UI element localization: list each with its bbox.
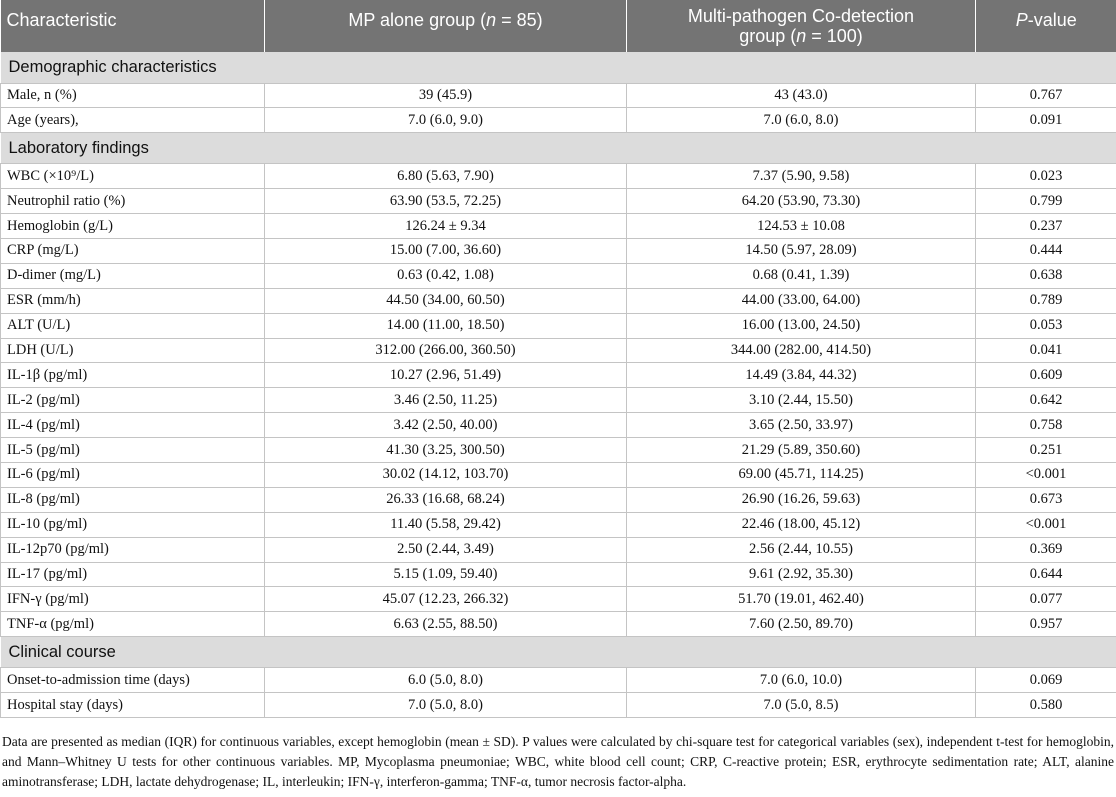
table-row xyxy=(1,462,1116,487)
mp-alone-value: 6.0 (5.0, 8.0) xyxy=(265,668,627,693)
row-label: Onset-to-admission time (days) xyxy=(1,668,265,693)
header-characteristic: Characteristic xyxy=(1,0,265,52)
p-value: 0.444 xyxy=(976,238,1116,263)
mp-alone-value: 14.00 (11.00, 18.50) xyxy=(265,313,627,338)
table-row xyxy=(1,164,1116,189)
multi-pathogen-value: 0.68 (0.41, 1.39) xyxy=(627,263,976,288)
header-multi-pathogen: Multi-pathogen Co-detection group (n = 100) xyxy=(627,0,976,52)
table-row xyxy=(1,189,1116,214)
mp-alone-value: 30.02 (14.12, 103.70) xyxy=(265,462,627,487)
p-value: 0.023 xyxy=(976,164,1116,189)
p-value: 0.758 xyxy=(976,413,1116,438)
mp-alone-value: 11.40 (5.58, 29.42) xyxy=(265,512,627,537)
multi-pathogen-value: 344.00 (282.00, 414.50) xyxy=(627,338,976,363)
section-row xyxy=(1,133,1116,164)
mp-alone-value: 2.50 (2.44, 3.49) xyxy=(265,537,627,562)
mp-alone-value: 26.33 (16.68, 68.24) xyxy=(265,487,627,512)
p-value: 0.251 xyxy=(976,438,1116,463)
mp-alone-value: 63.90 (53.5, 72.25) xyxy=(265,189,627,214)
mp-alone-value: 7.0 (6.0, 9.0) xyxy=(265,108,627,133)
table-body xyxy=(1,52,1116,717)
p-value: 0.957 xyxy=(976,612,1116,637)
multi-pathogen-value: 69.00 (45.71, 114.25) xyxy=(627,462,976,487)
table-row xyxy=(1,238,1116,263)
table-row xyxy=(1,413,1116,438)
row-label: CRP (mg/L) xyxy=(1,238,265,263)
row-label: WBC (×10⁹/L) xyxy=(1,164,265,189)
mp-alone-value: 7.0 (5.0, 8.0) xyxy=(265,693,627,718)
multi-pathogen-value: 16.00 (13.00, 24.50) xyxy=(627,313,976,338)
row-label: ESR (mm/h) xyxy=(1,288,265,313)
multi-pathogen-value: 43 (43.0) xyxy=(627,83,976,108)
mp-alone-value: 41.30 (3.25, 300.50) xyxy=(265,438,627,463)
table-footnote: Data are presented as median (IQR) for continuous variables, except hemoglobin (mean ± SD). P values were calculated by chi-square test for categorical variables (sex), independent t-test for hemoglobin, and Mann–Whitney U tests for other continuous variables. MP, Mycoplasma pneumoniae; WBC, white blood cell count; CRP, C-reactive protein; ESR, erythrocyte sedimentation rate; ALT, alanine aminotransferase; LDH, lactate dehydrogenase; IL, interleukin; IFN-γ, interferon-gamma; TNF-α, tumor necrosis factor-alpha. xyxy=(2,733,1114,789)
mp-alone-value: 6.80 (5.63, 7.90) xyxy=(265,164,627,189)
row-label: IL-4 (pg/ml) xyxy=(1,413,265,438)
p-value: 0.789 xyxy=(976,288,1116,313)
row-label: IL-10 (pg/ml) xyxy=(1,512,265,537)
multi-pathogen-value: 14.49 (3.84, 44.32) xyxy=(627,363,976,388)
multi-pathogen-value: 7.60 (2.50, 89.70) xyxy=(627,612,976,637)
row-label: Hemoglobin (g/L) xyxy=(1,214,265,239)
row-label: IL-12p70 (pg/ml) xyxy=(1,537,265,562)
mp-alone-value: 44.50 (34.00, 60.50) xyxy=(265,288,627,313)
row-label: Neutrophil ratio (%) xyxy=(1,189,265,214)
table-row xyxy=(1,562,1116,587)
p-value: 0.580 xyxy=(976,693,1116,718)
multi-pathogen-value: 21.29 (5.89, 350.60) xyxy=(627,438,976,463)
multi-pathogen-value: 2.56 (2.44, 10.55) xyxy=(627,537,976,562)
row-label: IFN-γ (pg/ml) xyxy=(1,587,265,612)
mp-alone-value: 126.24 ± 9.34 xyxy=(265,214,627,239)
row-label: IL-6 (pg/ml) xyxy=(1,462,265,487)
p-value: 0.069 xyxy=(976,668,1116,693)
multi-pathogen-value: 26.90 (16.26, 59.63) xyxy=(627,487,976,512)
p-value: 0.673 xyxy=(976,487,1116,512)
p-value: 0.638 xyxy=(976,263,1116,288)
table-row xyxy=(1,313,1116,338)
row-label: Hospital stay (days) xyxy=(1,693,265,718)
row-label: Male, n (%) xyxy=(1,83,265,108)
row-label: Age (years), xyxy=(1,108,265,133)
p-value: 0.609 xyxy=(976,363,1116,388)
mp-alone-value: 312.00 (266.00, 360.50) xyxy=(265,338,627,363)
mp-alone-value: 45.07 (12.23, 266.32) xyxy=(265,587,627,612)
header-mp-alone: MP alone group (n = 85) xyxy=(265,0,627,52)
p-value: 0.369 xyxy=(976,537,1116,562)
p-value: 0.767 xyxy=(976,83,1116,108)
row-label: IL-8 (pg/ml) xyxy=(1,487,265,512)
table-row xyxy=(1,83,1116,108)
p-value: 0.041 xyxy=(976,338,1116,363)
p-value: <0.001 xyxy=(976,512,1116,537)
table-row xyxy=(1,338,1116,363)
multi-pathogen-value: 124.53 ± 10.08 xyxy=(627,214,976,239)
table-row xyxy=(1,263,1116,288)
section-title: Clinical course xyxy=(1,637,1116,668)
p-value: 0.077 xyxy=(976,587,1116,612)
p-value: 0.053 xyxy=(976,313,1116,338)
multi-pathogen-value: 9.61 (2.92, 35.30) xyxy=(627,562,976,587)
multi-pathogen-value: 7.0 (6.0, 8.0) xyxy=(627,108,976,133)
section-title: Demographic characteristics xyxy=(1,52,1116,83)
p-value: 0.237 xyxy=(976,214,1116,239)
multi-pathogen-value: 3.10 (2.44, 15.50) xyxy=(627,388,976,413)
table-row xyxy=(1,668,1116,693)
table-row xyxy=(1,587,1116,612)
table-row xyxy=(1,288,1116,313)
table-row xyxy=(1,438,1116,463)
row-label: D-dimer (mg/L) xyxy=(1,263,265,288)
table-row xyxy=(1,214,1116,239)
mp-alone-value: 5.15 (1.09, 59.40) xyxy=(265,562,627,587)
p-value: 0.644 xyxy=(976,562,1116,587)
table-row xyxy=(1,512,1116,537)
mp-alone-value: 0.63 (0.42, 1.08) xyxy=(265,263,627,288)
row-label: TNF-α (pg/ml) xyxy=(1,612,265,637)
p-value: 0.091 xyxy=(976,108,1116,133)
multi-pathogen-value: 7.37 (5.90, 9.58) xyxy=(627,164,976,189)
mp-alone-value: 39 (45.9) xyxy=(265,83,627,108)
header-row xyxy=(1,0,1116,52)
multi-pathogen-value: 22.46 (18.00, 45.12) xyxy=(627,512,976,537)
table-row xyxy=(1,388,1116,413)
multi-pathogen-value: 7.0 (6.0, 10.0) xyxy=(627,668,976,693)
table-row xyxy=(1,537,1116,562)
header-p-value: P-value xyxy=(976,0,1116,52)
multi-pathogen-value: 64.20 (53.90, 73.30) xyxy=(627,189,976,214)
p-value: 0.642 xyxy=(976,388,1116,413)
row-label: IL-1β (pg/ml) xyxy=(1,363,265,388)
table-row xyxy=(1,612,1116,637)
table-row xyxy=(1,363,1116,388)
mp-alone-value: 6.63 (2.55, 88.50) xyxy=(265,612,627,637)
row-label: IL-2 (pg/ml) xyxy=(1,388,265,413)
table-row xyxy=(1,108,1116,133)
multi-pathogen-value: 51.70 (19.01, 462.40) xyxy=(627,587,976,612)
p-value: <0.001 xyxy=(976,462,1116,487)
multi-pathogen-value: 3.65 (2.50, 33.97) xyxy=(627,413,976,438)
mp-alone-value: 15.00 (7.00, 36.60) xyxy=(265,238,627,263)
multi-pathogen-value: 7.0 (5.0, 8.5) xyxy=(627,693,976,718)
mp-alone-value: 3.42 (2.50, 40.00) xyxy=(265,413,627,438)
multi-pathogen-value: 44.00 (33.00, 64.00) xyxy=(627,288,976,313)
section-title: Laboratory findings xyxy=(1,133,1116,164)
section-row xyxy=(1,637,1116,668)
mp-alone-value: 3.46 (2.50, 11.25) xyxy=(265,388,627,413)
row-label: IL-17 (pg/ml) xyxy=(1,562,265,587)
table-row xyxy=(1,693,1116,718)
row-label: LDH (U/L) xyxy=(1,338,265,363)
row-label: IL-5 (pg/ml) xyxy=(1,438,265,463)
mp-alone-value: 10.27 (2.96, 51.49) xyxy=(265,363,627,388)
section-row xyxy=(1,52,1116,83)
multi-pathogen-value: 14.50 (5.97, 28.09) xyxy=(627,238,976,263)
table-row xyxy=(1,487,1116,512)
row-label: ALT (U/L) xyxy=(1,313,265,338)
p-value: 0.799 xyxy=(976,189,1116,214)
